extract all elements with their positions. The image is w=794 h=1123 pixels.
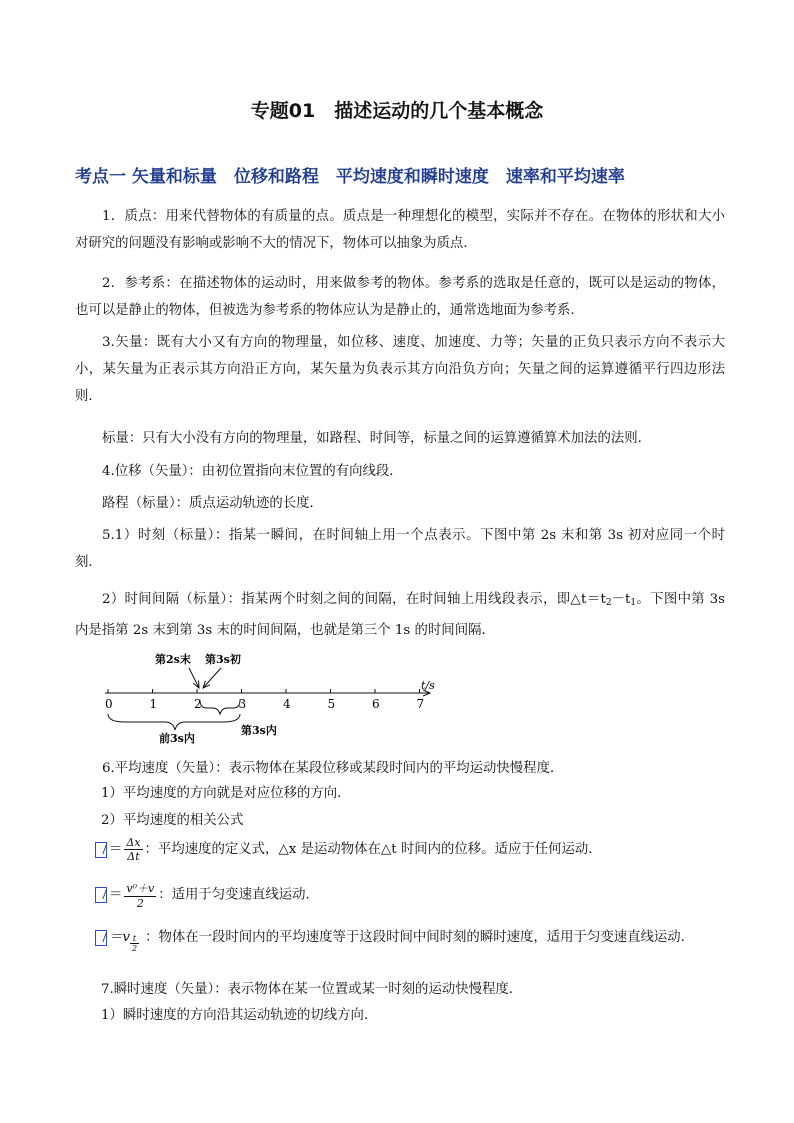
fraction-dx-dt bbox=[124, 836, 142, 863]
axis-tick-label: 3 bbox=[238, 697, 247, 711]
page-title: 专题01 描述运动的几个基本概念 bbox=[250, 100, 544, 122]
fraction-num: Δx bbox=[126, 836, 141, 849]
brace-first-3s bbox=[108, 714, 240, 730]
paragraph-average-velocity: 6.平均速度（矢量）：表示物体在某段位移或某段时间内的平均运动快慢程度． bbox=[102, 761, 564, 776]
axis-tick-label: 5 bbox=[327, 697, 336, 711]
paragraph-particle: 1．质点：用来代替物体的有质量的点。质点是一种理想化的模型，实际并不存在。在物体的形状和大小对研究的问题没有影响或影响不大的情况下，物体可以抽象为质点． bbox=[75, 209, 725, 251]
average-velocity-symbol bbox=[95, 887, 107, 903]
paragraph-instant-velocity: 7.瞬时速度（矢量）：表示物体在某一位置或某一时刻的运动快慢程度． bbox=[101, 982, 523, 997]
brace-third-s bbox=[200, 700, 240, 714]
axis-tick-label: 7 bbox=[416, 697, 425, 711]
average-velocity-symbol bbox=[95, 842, 107, 858]
interval-text-c: 。下图中第 3s 内是指第 2s 末到第 3s 末的时间间隔，也就是第三个 1s 的时间间隔． bbox=[75, 592, 725, 638]
average-velocity-symbol bbox=[95, 930, 107, 946]
axis-tick-label: 1 bbox=[149, 697, 158, 711]
axis-label: t/s bbox=[421, 679, 435, 692]
paragraph-reference-frame: 2．参考系：在描述物体的运动时，用来做参考的物体。参考系的选取是任意的，既可以是运动的物体，也可以是静止的物体，但被选为参考系的物体应认为是静止的，通常选地面为参考系． bbox=[75, 276, 725, 318]
axis-tick-label: 2 bbox=[194, 697, 202, 711]
subscript-num: t bbox=[130, 934, 139, 944]
formula-eq-1: ＝ bbox=[109, 842, 123, 857]
paragraph-formulas-title: 2）平均速度的相关公式 bbox=[101, 813, 244, 828]
subscript-1: 1 bbox=[630, 598, 637, 608]
arrow-2s-end bbox=[189, 668, 199, 688]
label-3s-begin: 第3s初 bbox=[205, 653, 241, 666]
paragraph-instant-direction: 1）瞬时速度的方向沿其运动轨迹的切线方向． bbox=[101, 1008, 378, 1023]
axis-tick-label: 0 bbox=[105, 697, 113, 711]
paragraph-interval bbox=[75, 586, 725, 644]
paragraph-scalar: 标量：只有大小没有方向的物理量，如路程、时间等，标量之间的运算遵循算术加法的法则． bbox=[102, 431, 652, 446]
formula-eq-2: ＝ bbox=[109, 887, 123, 903]
paragraph-vector: 3.矢量：既有大小又有方向的物理量，如位移、速度、加速度、力等；矢量的正负只表示方向不表示大小，某矢量为正表示其方向沿正方向，某矢量为负表示其方向沿负方向；矢量之间的运算遵循平行四边形法则． bbox=[75, 335, 725, 404]
label-first-3s: 前3s内 bbox=[159, 732, 195, 745]
timeline-diagram bbox=[95, 648, 440, 748]
label-third-s: 第3s内 bbox=[241, 724, 277, 737]
section-heading: 考点一 矢量和标量 位移和路程 平均速度和瞬时速度 速率和平均速率 bbox=[75, 167, 625, 187]
subscript-den: 2 bbox=[131, 944, 138, 953]
label-2s-end: 第2s末 bbox=[155, 653, 191, 666]
axis-tick-label: 4 bbox=[283, 697, 291, 711]
fraction-den: 2 bbox=[136, 897, 144, 910]
fraction-v0-v bbox=[124, 880, 156, 910]
axis-ticks bbox=[105, 689, 424, 711]
paragraph-displacement: 4.位移（矢量）：由初位置指向末位置的有向线段． bbox=[102, 464, 403, 479]
interval-text-a: 2）时间间隔（标量）：指某两个时刻之间的间隔，在时间轴上用线段表示，即△t＝t bbox=[102, 592, 606, 607]
formula-desc-3: ：物体在一段时间内的平均速度等于这段时间中间时刻的瞬时速度，适用于匀变速直线运动． bbox=[145, 930, 695, 945]
formula-uniform-accel bbox=[95, 880, 319, 910]
formula-definition bbox=[95, 836, 602, 863]
subscript-2: 2 bbox=[605, 598, 612, 608]
paragraph-moment: 5.1）时刻（标量）：指某一瞬间，在时间轴上用一个点表示。下图中第 2s 末和第 3s 初对应同一个时刻． bbox=[75, 528, 725, 570]
arrow-3s-begin bbox=[203, 668, 221, 688]
formula-desc-2: ：适用于匀变速直线运动． bbox=[158, 887, 319, 903]
formula-midtime bbox=[95, 926, 694, 953]
subscript-t-half bbox=[130, 934, 139, 953]
paragraph-average-direction: 1）平均速度的方向就是对应位移的方向． bbox=[101, 786, 351, 801]
formula-desc-1: ：平均速度的定义式，△x 是运动物体在△t 时间内的位移。适应于任何运动． bbox=[144, 842, 602, 857]
formula-eq-3: ＝v bbox=[109, 930, 130, 945]
fraction-den: Δt bbox=[127, 850, 140, 863]
interval-text-b: －t bbox=[611, 592, 631, 607]
paragraph-path: 路程（标量）：质点运动轨迹的长度． bbox=[102, 496, 323, 511]
axis-tick-label: 6 bbox=[372, 697, 380, 711]
fraction-num: v⁰＋v bbox=[126, 882, 155, 895]
